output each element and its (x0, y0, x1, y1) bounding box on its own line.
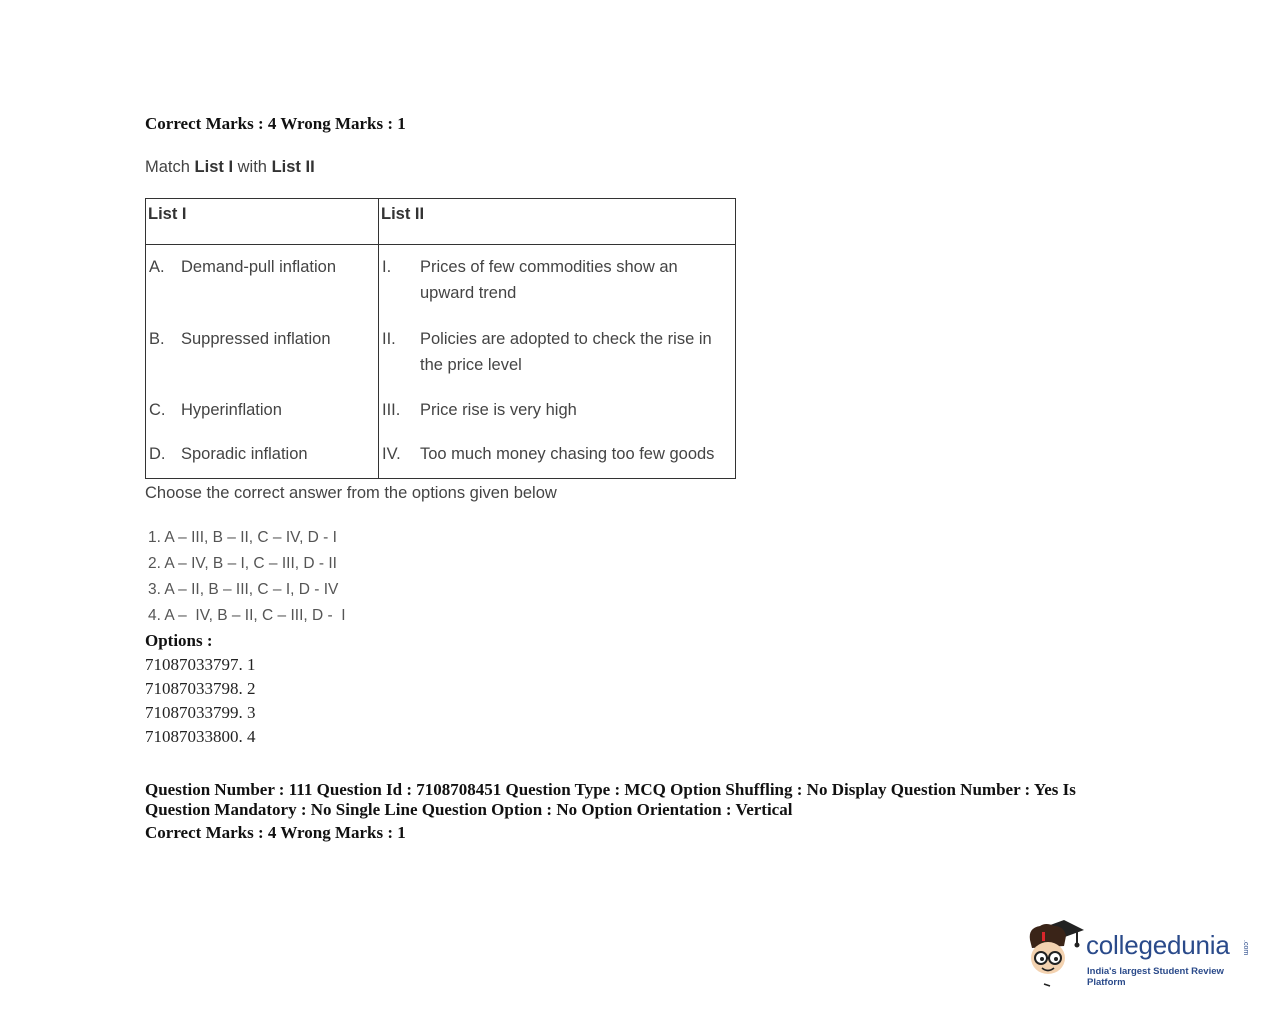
list1-cell (146, 316, 379, 387)
list2-marker: III. (382, 400, 401, 419)
header-list2: List II (379, 199, 736, 245)
table-row (146, 432, 736, 479)
marks-header-bottom: Correct Marks : 4 Wrong Marks : 1 (145, 823, 406, 842)
list2-cell (379, 245, 736, 316)
list2-text: Too much money chasing too few goods (420, 444, 715, 463)
table-row (146, 245, 736, 316)
list2-marker: II. (382, 329, 396, 348)
answer-choices (148, 528, 346, 632)
match-list2: List II (271, 158, 315, 176)
marks-header-top: Correct Marks : 4 Wrong Marks : 1 (145, 114, 406, 133)
options-label: Options : (145, 631, 213, 650)
choose-instruction: Choose the correct answer from the options given below (145, 484, 557, 502)
option-id: 71087033797. 1 (145, 655, 256, 674)
list2-cell (379, 432, 736, 479)
match-middle: with (237, 158, 267, 176)
list2-cell (379, 387, 736, 432)
list1-text: Suppressed inflation (181, 329, 331, 348)
logo-tagline: India's largest Student Review Platform (1087, 966, 1224, 988)
match-prefix: Match (145, 158, 190, 176)
option-id: 71087033800. 4 (145, 727, 256, 746)
list1-cell (146, 432, 379, 479)
list1-cell (146, 245, 379, 316)
list-item: 2. A – IV, B – I, C – III, D - II (148, 555, 337, 572)
list2-cell (379, 316, 736, 387)
list2-text: Price rise is very high (420, 400, 577, 419)
list2-marker: I. (382, 258, 392, 276)
question-info: Question Number : 111 Question Id : 7108708451 Question Type : MCQ Option Shuffling : No Display Question Number : Yes Is Question Mandatory : No Single Line Question Option : No Option Orientation : Vertical (145, 780, 1076, 819)
list1-marker: A. (149, 258, 165, 276)
match-list1: List I (194, 158, 234, 176)
list2-text: Policies are adopted to check the rise in the price level (420, 329, 712, 374)
list2-marker: IV. (382, 444, 401, 463)
collegedunia-logo (1024, 918, 1259, 990)
option-ids (145, 655, 256, 751)
header-list1: List I (146, 199, 379, 245)
list1-marker: C. (149, 400, 166, 419)
list1-text: Sporadic inflation (181, 444, 308, 463)
list-item: 4. A – IV, B – II, C – III, D - I (148, 607, 346, 624)
list1-marker: D. (149, 444, 166, 463)
table-row (146, 316, 736, 387)
match-table (145, 198, 736, 479)
list1-cell (146, 387, 379, 432)
logo-wordmark: collegedunia (1086, 930, 1230, 960)
list1-marker: B. (149, 329, 165, 348)
list1-text: Demand-pull inflation (181, 258, 337, 276)
option-id: 71087033798. 2 (145, 679, 256, 698)
match-instruction (145, 158, 315, 177)
list-item: 3. A – II, B – III, C – I, D - IV (148, 581, 339, 598)
option-id: 71087033799. 3 (145, 703, 256, 722)
mascot-icon (1024, 918, 1086, 990)
list1-text: Hyperinflation (181, 400, 282, 419)
logo-com: .com (1242, 940, 1249, 956)
table-row (146, 387, 736, 432)
list2-text: Prices of few commodities show an upward trend (420, 258, 678, 302)
table-header-row (146, 199, 736, 245)
list-item: 1. A – III, B – II, C – IV, D - I (148, 529, 337, 546)
